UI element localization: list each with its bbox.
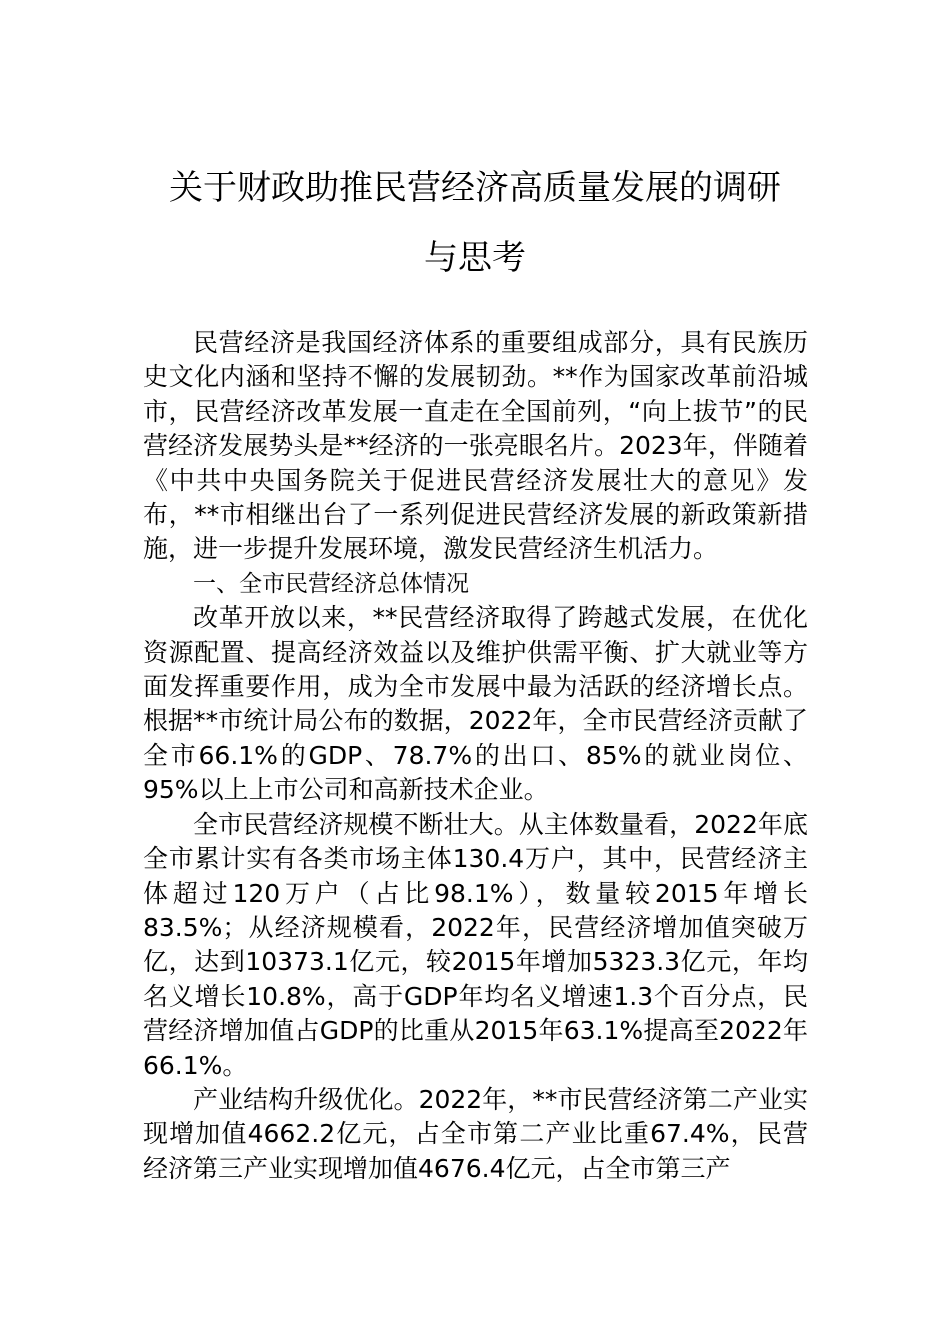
document-title-line-2: 与思考	[424, 238, 526, 278]
document-title-line-1: 关于财政助推民营经济高质量发展的调研	[169, 168, 781, 208]
paragraph-intro: 民营经济是我国经济体系的重要组成部分，具有民族历史文化内涵和坚持不懈的发展韧劲。**作为国家改革前沿城市，民营经济改革发展一直走在全国前列，“向上拔节”的民营经济发展势头是**经济的一张亮眼名片。2023年，伴随着《中共中央国务院关于促进民营经济发展壮大的意见》发布，**市相继出台了一系列促进民营经济发展的新政策新措施，进一步提升发展环境，激发民营经济生机活力。	[143, 328, 808, 564]
paragraph-scale: 全市民营经济规模不断壮大。从主体数量看，2022年底全市累计实有各类市场主体130.4万户，其中，民营经济主体超过120万户（占比98.1%），数量较2015年增长83.5%；从经济规模看，2022年，民营经济增加值突破万亿，达到10373.1亿元，较2015年增加5323.3亿元，年均名义增长10.8%，高于GDP年均名义增速1.3个百分点，民营经济增加值占GDP的比重从2015年63.1%提高至2022年66.1%。	[143, 809, 808, 1080]
paragraph-structure: 产业结构升级优化。2022年，**市民营经济第二产业实现增加值4662.2亿元，占全市第二产业比重67.4%，民营经济第三产业实现增加值4676.4亿元，占全市第三产	[143, 1084, 808, 1183]
section-heading-1: 一、全市民营经济总体情况	[193, 570, 469, 597]
paragraph-overview: 改革开放以来，**民营经济取得了跨越式发展，在优化资源配置、提高经济效益以及维护供需平衡、扩大就业等方面发挥重要作用，成为全市发展中最为活跃的经济增长点。根据**市统计局公布的数据，2022年，全市民营经济贡献了全市66.1%的GDP、78.7%的出口、85%的就业岗位、95%以上上市公司和高新技术企业。	[143, 603, 808, 805]
document-body	[143, 326, 808, 1186]
